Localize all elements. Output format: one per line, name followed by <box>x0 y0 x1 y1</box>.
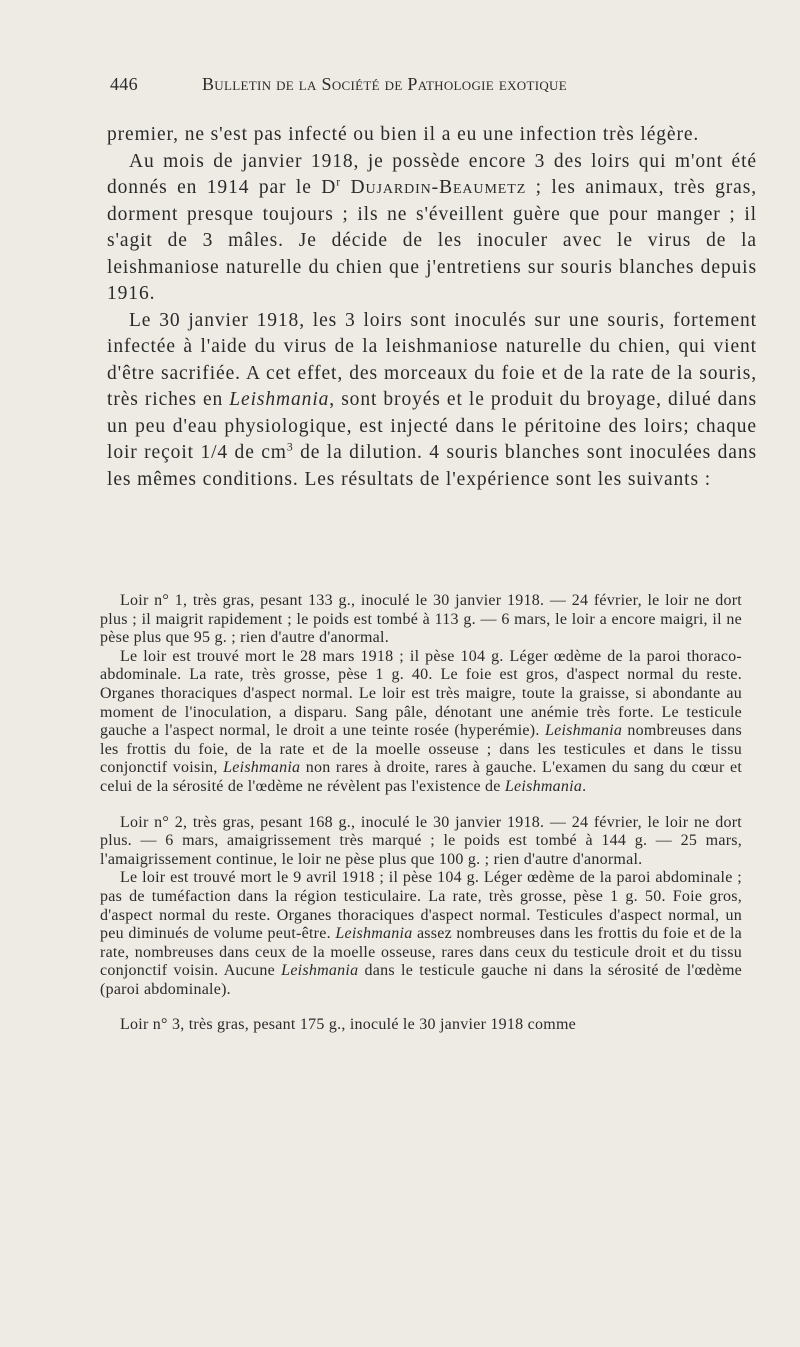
note-2-text-d: . <box>582 777 587 795</box>
note-5-text: Loir n° 3, très gras, pesant 175 g., inoculé le 30 janvier 1918 comme <box>120 1016 576 1034</box>
italic-leishmania: Leishmania <box>544 722 623 740</box>
superscript-3: 3 <box>286 440 294 454</box>
paragraph-2 <box>107 149 757 308</box>
running-title: Bulletin de la Société de Pathologie exotique <box>202 74 567 94</box>
note-loir-2-autopsy <box>100 869 742 999</box>
note-3-text: Loir n° 2, très gras, pesant 168 g., inoculé le 30 janvier 1918. — 24 février, le loir ne dort plus. — 6 mars, amaigrissement très marqué ; le poids est tombé à 144 g. — 25 mars, l'amaigrissement continue, le loir ne pèse plus que 100 g. ; rien d'autre d'anormal. <box>100 813 742 868</box>
note-2-text-a: Le loir est trouvé mort le 28 mars 1918 ; il pèse 104 g. Léger œdème de la paroi thoraco-abdominale. La rate, très grosse, pèse 1 g. 40. Le foie est gros, d'aspect normal du reste. Organes thoraciques d'aspect normal. Le loir est très maigre, toute la graisse, si abondante au moment de l'inoculation, a disparu. Sang pâle, dénotant une anémie très forte. Le testicule gauche a l'aspect normal, le droit a une teinte rosée (hyperémie). <box>100 647 742 740</box>
note-2-text-b: nombreuses dans les frottis du foie, de la rate et de la moelle osseuse ; dans les testicules et dans le tissu conjonctif voisin, <box>100 722 742 777</box>
superscript-r: r <box>336 175 342 189</box>
paragraph-2-text-b: ; les animaux, très gras, dorment presque toujours ; ils ne s'éveillent guère que pour manger ; il s'agit de 3 mâles. Je décide de les inoculer avec le virus de la leishmaniose naturelle du chien que j'entretiens sur souris blanches depuis 1916. <box>107 177 757 304</box>
paragraph-3-text-a: Le 30 janvier 1918, les 3 loirs sont inoculés sur une souris, fortement infectée à l'aide du virus de la leishmaniose naturelle du chien, qui vient d'être sacrifiée. A cet effet, des morceaux du foie et de la rate de la souris, très riches en <box>107 309 757 410</box>
paragraph-3-text-c: de la dilution. 4 souris blanches sont inoculées dans les mêmes conditions. Les résultats de l'expérience sont les suivants : <box>107 442 757 490</box>
running-header <box>110 74 750 95</box>
paragraph-2-text-a: Au mois de janvier 1918, je possède encore 3 des loirs qui m'ont été donnés en 1914 par le D <box>107 150 757 198</box>
italic-leishmania: Leishmania <box>229 389 330 410</box>
main-text <box>107 122 757 493</box>
italic-leishmania: Leishmania <box>504 777 583 795</box>
author-name: Dujardin-Beaumetz <box>350 177 527 198</box>
note-2-text-c: non rares à droite, rares à gauche. L'examen du sang du cœur et celui de la sérosité de l'œdème ne révèlent pas l'existence de <box>100 759 743 795</box>
note-4-text-b: assez nombreuses dans les frottis du foie et de la rate, nombreuses dans ceux de la moelle osseuse, rares dans ceux du testicule droit et du tissu conjonctif voisin. Aucune <box>100 925 742 980</box>
paragraph-1-text: premier, ne s'est pas infecté ou bien il a eu une infection très légère. <box>107 124 700 145</box>
paragraph-3-text-b: , sont broyés et le produit du broyage, dilué dans un peu d'eau physiologique, est injecté dans le péritoine des loirs; chaque loir reçoit 1/4 de cm <box>107 389 757 463</box>
italic-leishmania: Leishmania <box>281 962 359 980</box>
note-4-text-a: Le loir est trouvé mort le 9 avril 1918 ; il pèse 104 g. Léger œdème de la paroi abdominale ; pas de tuméfaction dans la région testiculaire. La rate, très grosse, pèse 1 g. 50. Foie gros, d'aspect normal du reste. Organes thoraciques d'aspect normal. Testicules d'aspect normal, un peu diminués de volume peut-être. <box>100 869 742 943</box>
note-loir-2 <box>100 814 742 870</box>
experiment-notes <box>100 592 742 1035</box>
paragraph-3 <box>107 308 757 494</box>
note-1-text: Loir n° 1, très gras, pesant 133 g., inoculé le 30 janvier 1918. — 24 février, le loir ne dort plus ; il maigrit rapidement ; le poids est tombé à 113 g. — 6 mars, le loir a encore maigri, il ne pèse plus que 95 g. ; rien d'autre d'anormal. <box>100 592 742 647</box>
italic-leishmania: Leishmania <box>223 759 301 777</box>
note-4-text-c: dans le testicule gauche ni dans la sérosité de l'œdème (paroi abdominale). <box>100 962 743 998</box>
paragraph-1 <box>107 122 757 149</box>
note-loir-3 <box>100 1016 742 1035</box>
note-loir-1-autopsy <box>100 648 742 797</box>
italic-leishmania: Leishmania <box>335 925 413 943</box>
page-number: 446 <box>110 74 138 94</box>
note-loir-1 <box>100 592 742 648</box>
